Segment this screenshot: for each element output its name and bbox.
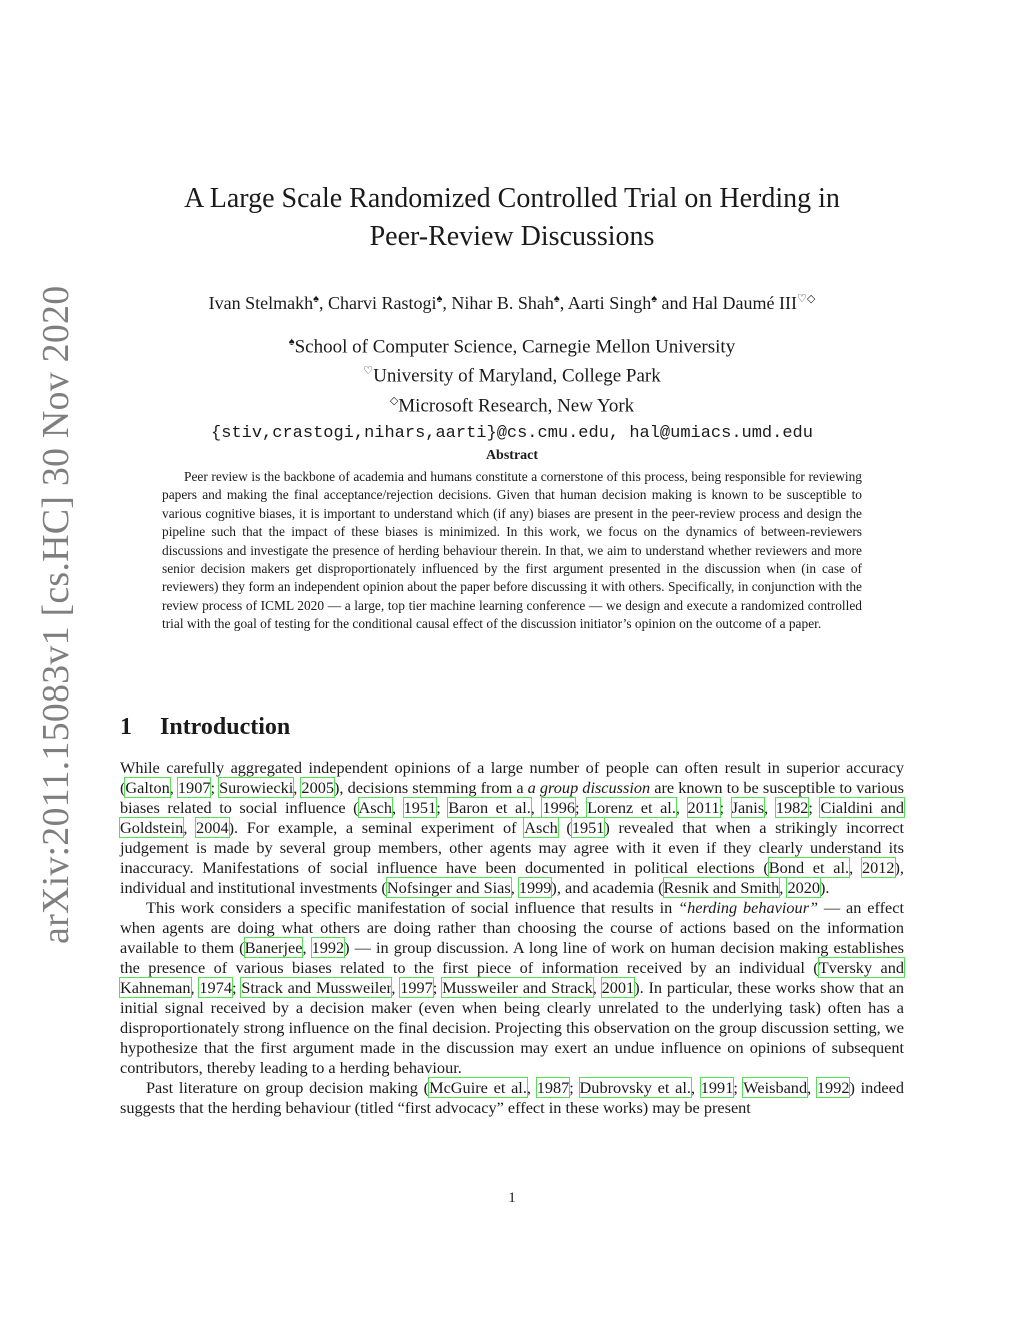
text-run: ), individual and institutional investments ( — [120, 858, 904, 897]
citation-link[interactable]: 1982 — [775, 798, 809, 817]
text-run: ; — [432, 978, 443, 997]
text-run: , — [169, 778, 178, 797]
citation-link[interactable]: 1992 — [311, 938, 345, 957]
citation-link[interactable]: 1951 — [403, 798, 437, 817]
text-run: , — [779, 878, 788, 897]
text-run: This work considers a specific manifestation of social influence that results in — [146, 898, 679, 917]
citation-link[interactable]: 1907 — [177, 778, 211, 797]
text-run: ( — [557, 818, 572, 837]
section-title: Introduction — [160, 714, 291, 740]
text-run: , — [391, 978, 401, 997]
page-number: 1 — [508, 1190, 516, 1206]
section-number: 1 — [120, 714, 132, 740]
text-run: ; — [719, 798, 732, 817]
citation-link[interactable]: Janis — [731, 798, 765, 817]
citation-link[interactable]: 1951 — [571, 818, 605, 837]
text-run: , — [302, 938, 312, 957]
citation-link[interactable]: Cialdini and Goldstein — [120, 798, 905, 837]
affiliation: ♠School of Computer Science, Carnegie Mellon University — [288, 336, 736, 358]
text-run: ). — [820, 878, 830, 897]
author: Charvi Rastogi♠ — [328, 293, 443, 313]
citation-link[interactable]: 1974 — [199, 978, 232, 997]
citation-link[interactable]: 1997 — [400, 978, 433, 997]
citation-link[interactable]: Asch — [524, 818, 558, 837]
text-run: ; — [808, 798, 821, 817]
text-run: , — [530, 798, 543, 817]
citation-link[interactable]: 1987 — [536, 1078, 570, 1097]
text-run: ) revealed that when a strikingly incorrect judgement is made by several group members, other agents may agree with it even if they clearly understand its inaccuracy. Manifestations of social influence have been documented in political elections ( — [120, 818, 905, 877]
author-list: Ivan Stelmakh♠, Charvi Rastogi♠, Nihar B. Shah♠, Aarti Singh♠ and Hal Daumé III♡◇ — [208, 293, 816, 313]
author-emails: {stiv,crastogi,nihars,aarti}@cs.cmu.edu, hal@umiacs.umd.edu — [211, 423, 813, 443]
abstract-heading: Abstract — [485, 448, 539, 463]
citation-link[interactable]: 1991 — [700, 1078, 734, 1097]
citation-link[interactable]: 2005 — [301, 778, 334, 797]
section-heading — [120, 714, 290, 741]
text-run: ; — [733, 1078, 744, 1097]
text-run: ) — in group discussion. A long line of work on human decision making establishes the presence of various biases related to the first piece of information received by an individual ( — [120, 938, 904, 977]
text-run: ; — [569, 1078, 580, 1097]
citation-link[interactable]: Lorenz et al. — [587, 798, 676, 817]
text-run: , — [592, 978, 602, 997]
text-run: , — [764, 798, 776, 817]
citation-link[interactable]: Asch — [358, 798, 392, 817]
text-run: ) indeed suggests that the herding behaviour (titled “first advocacy” effect in these works) may be present — [120, 1078, 905, 1117]
citation-link[interactable]: 2004 — [196, 818, 229, 837]
text-run: , — [690, 1078, 701, 1097]
affiliation: ◇Microsoft Research, New York — [389, 394, 635, 416]
emphasis-text: “herding behaviour” — [678, 898, 819, 917]
citation-link[interactable]: McGuire et al. — [429, 1078, 527, 1097]
text-run: ), and academia ( — [551, 878, 664, 897]
text-run: , — [675, 798, 688, 817]
citation-link[interactable]: 2012 — [861, 858, 895, 877]
paper-title — [120, 180, 904, 256]
text-run: , — [183, 818, 197, 837]
text-run: are known to be susceptible to various biases related to social influence ( — [120, 778, 905, 817]
text-run: ; — [575, 798, 588, 817]
title-line-1: A Large Scale Randomized Controlled Trial on Herding in — [184, 183, 840, 214]
text-run: ). For example, a seminal experiment of — [228, 818, 525, 837]
emphasis-text: a group discussion — [527, 778, 651, 797]
affiliation-list — [120, 330, 904, 418]
abstract — [162, 446, 862, 634]
citation-link[interactable]: 1996 — [542, 798, 575, 817]
text-run: ; — [436, 798, 449, 817]
text-run: , — [392, 798, 404, 817]
arxiv-identifier: arXiv:2011.15083v1 [cs.HC] 30 Nov 2020 — [35, 285, 77, 944]
affiliation: ♡University of Maryland, College Park — [363, 365, 661, 387]
text-run: , — [190, 978, 200, 997]
citation-link[interactable]: Banerjee — [244, 938, 303, 957]
citation-link[interactable]: 2011 — [687, 798, 720, 817]
citation-link[interactable]: Galton — [125, 778, 170, 797]
body-paragraph — [120, 1078, 904, 1118]
text-run: , — [293, 778, 302, 797]
paper-header — [120, 180, 904, 443]
citation-link[interactable]: Resnik and Smith — [663, 878, 780, 897]
citation-link[interactable]: 1999 — [518, 878, 552, 897]
text-run: ; — [210, 778, 220, 797]
abstract-text: Peer review is the backbone of academia and humans constitute a cornerstone of this process, being responsible for reviewing papers and making the final acceptance/rejection decisions. Given that human decision making is known to be susceptible to various cognitive biases, it is important to understand which (if any) biases are present in the peer-review process and design the pipeline such that the impact of these biases is minimized. In this work, we focus on the dynamics of between-reviewers discussions and investigate the presence of herding behaviour therein. In that, we aim to understand whether reviewers and more senior decision makers get disproportionately influenced by the first argument presented in the discussion when (in case of reviewers) they form an independent opinion about the paper before discussing it with others. Specifically, in conjunction with the review process of ICML 2020 — a large, top tier machine learning conference — we design and execute a randomized controlled trial with the goal of testing for the conditional causal effect of the discussion initiator’s opinion on the outcome of a paper. — [162, 469, 862, 632]
text-run: — an effect when agents are doing what others are doing rather than choosing the course of actions based on the information available to them ( — [120, 898, 904, 957]
citation-link[interactable]: Bond et al. — [768, 858, 850, 877]
text-run: ), decisions stemming from a — [333, 778, 528, 797]
text-run: ). In particular, these works show that an initial signal received by a decision maker (even when being clearly unrelated to the underlying task) often has a disproportionately strong influence on the final decision. Projecting this observation on the group discussion setting, we hypothesize that the first argument made in the discussion may exert an undue influence on opinions of subsequent contributors, thereby leading to a herding behaviour. — [120, 978, 905, 1077]
text-run: While carefully aggregated independent opinions of a large number of people can often result in superior accuracy ( — [120, 758, 904, 797]
title-line-2: Peer-Review Discussions — [369, 221, 655, 252]
text-run: , — [849, 858, 862, 877]
citation-link[interactable]: Mussweiler and Strack — [442, 978, 593, 997]
citation-link[interactable]: Surowiecki — [219, 778, 294, 797]
text-run: , — [510, 878, 519, 897]
text-run: , — [526, 1078, 537, 1097]
citation-link[interactable]: 2020 — [787, 878, 821, 897]
body-paragraph — [120, 758, 904, 898]
citation-link[interactable]: Nofsinger and Sias — [386, 878, 511, 897]
text-run: , — [807, 1078, 817, 1097]
author: Nihar B. Shah♠ — [451, 293, 560, 313]
author: Hal Daumé III♡◇ — [692, 293, 816, 313]
citation-link[interactable]: Dubrovsky et al. — [579, 1078, 691, 1097]
citation-link[interactable]: Tversky and Kahneman — [120, 958, 905, 997]
introduction-body — [120, 758, 904, 1118]
author: Ivan Stelmakh♠ — [208, 293, 319, 313]
citation-link[interactable]: 2001 — [601, 978, 635, 997]
citation-link[interactable]: Strack and Mussweiler — [241, 978, 392, 997]
author: Aarti Singh♠ — [567, 293, 658, 313]
body-paragraph — [120, 898, 904, 1078]
citation-link[interactable]: Weisband — [743, 1078, 808, 1097]
citation-link[interactable]: 1992 — [816, 1078, 850, 1097]
citation-link[interactable]: Baron et al. — [448, 798, 531, 817]
text-run: ; — [231, 978, 242, 997]
text-run: Past literature on group decision making ( — [146, 1078, 430, 1097]
